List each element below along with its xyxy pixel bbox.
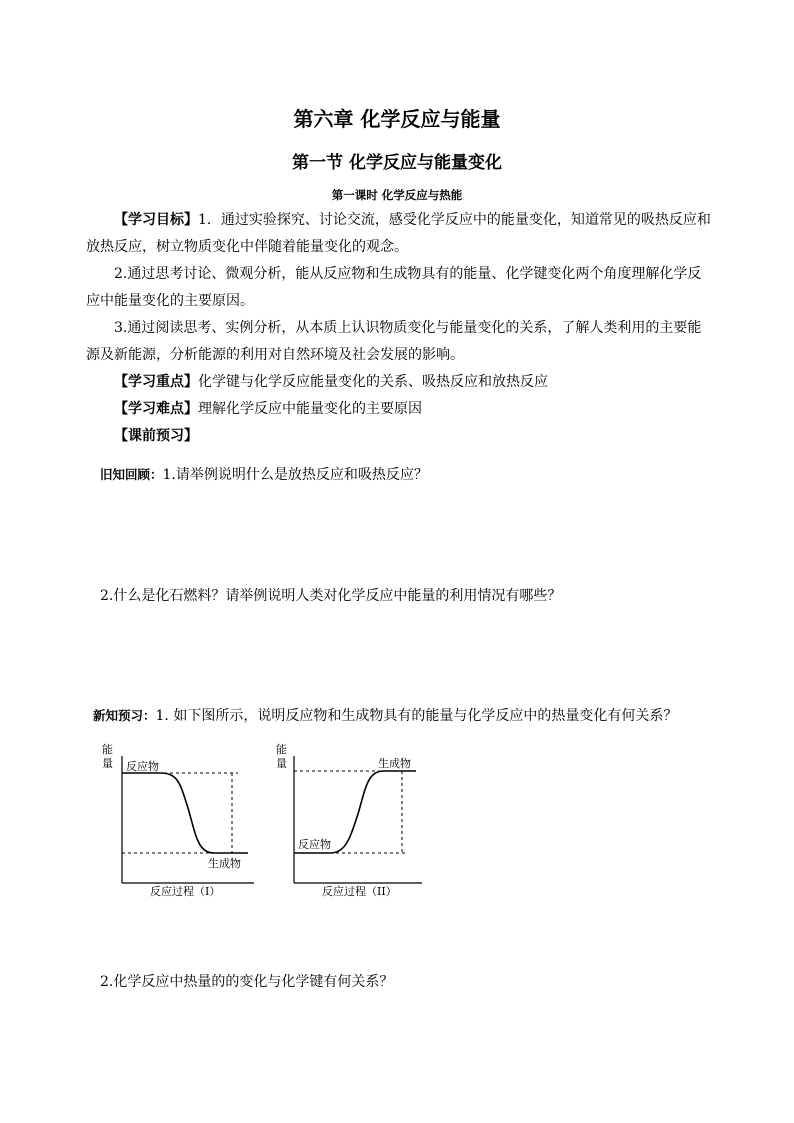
- fig2-xlabel: 反应过程（II）: [322, 885, 397, 898]
- difficulties-label: 【学习难点】: [114, 401, 198, 417]
- fig1-energy-curve: [122, 773, 248, 853]
- preview-label: 【课前预习】: [114, 428, 198, 444]
- new-preview-question-1: [93, 706, 677, 726]
- new-preview-q1-text: 1. 如下图所示，说明反应物和生成物具有的能量与化学反应中的热量变化有何关系？: [155, 708, 678, 724]
- new-preview-question-2: 2.化学反应中热量的的变化与化学键有何关系？: [100, 974, 394, 990]
- fig2-ylabel-top: 能: [276, 743, 287, 756]
- objective-text-1: 1．通过实验探究、讨论交流，感受化学反应中的能量变化，知道常见的吸热反应和放热反应，树立物质变化中伴随着能量变化的观念。: [86, 212, 711, 255]
- fig1-product-label: 生成物: [208, 857, 241, 870]
- new-preview-label: 新知预习：: [93, 708, 156, 723]
- fig2-ylabel-bottom: 量: [276, 757, 287, 770]
- review-question-2: 2.什么是化石燃料？请举例说明人类对化学反应中能量的利用情况有哪些？: [100, 588, 562, 604]
- fig1-reactant-label: 反应物: [126, 760, 159, 773]
- energy-diagram-exothermic: [98, 738, 258, 898]
- key-points-text: 化学键与化学反应能量变化的关系、吸热反应和放热反应: [198, 374, 548, 390]
- key-points: [86, 369, 714, 396]
- objectives-label: 【学习目标】: [114, 212, 198, 228]
- fig2-reactant-label: 反应物: [298, 838, 331, 851]
- objectives-block: [86, 207, 714, 450]
- fig1-xlabel: 反应过程（I）: [150, 885, 221, 898]
- section-title: 第一节 化学反应与能量变化: [292, 153, 502, 173]
- review-label: 旧知回顾：: [100, 467, 163, 482]
- fig1-ylabel-top: 能: [102, 743, 113, 756]
- lesson-title: 第一课时 化学反应与热能: [331, 188, 463, 202]
- objective-item-1: [86, 207, 714, 261]
- key-points-label: 【学习重点】: [114, 374, 198, 390]
- objective-item-3: 3.通过阅读思考、实例分析，从本质上认识物质变化与能量变化的关系，了解人类利用的主要能源及新能源，分析能源的利用对自然环境及社会发展的影响。: [86, 320, 702, 363]
- fig1-ylabel-bottom: 量: [102, 757, 113, 770]
- difficulties-text: 理解化学反应中能量变化的主要原因: [198, 401, 422, 417]
- energy-diagram-endothermic: [270, 738, 430, 898]
- chapter-title: 第六章 化学反应与能量: [293, 107, 501, 131]
- review-q1-text: 1.请举例说明什么是放热反应和吸热反应？: [162, 467, 428, 483]
- objective-item-2: 2.通过思考讨论、微观分析，能从反应物和生成物具有的能量、化学键变化两个角度理解化学反应中能量变化的主要原因。: [86, 266, 702, 309]
- difficulties: [86, 396, 714, 423]
- review-question-1: [100, 465, 428, 485]
- fig2-product-label: 生成物: [378, 757, 411, 770]
